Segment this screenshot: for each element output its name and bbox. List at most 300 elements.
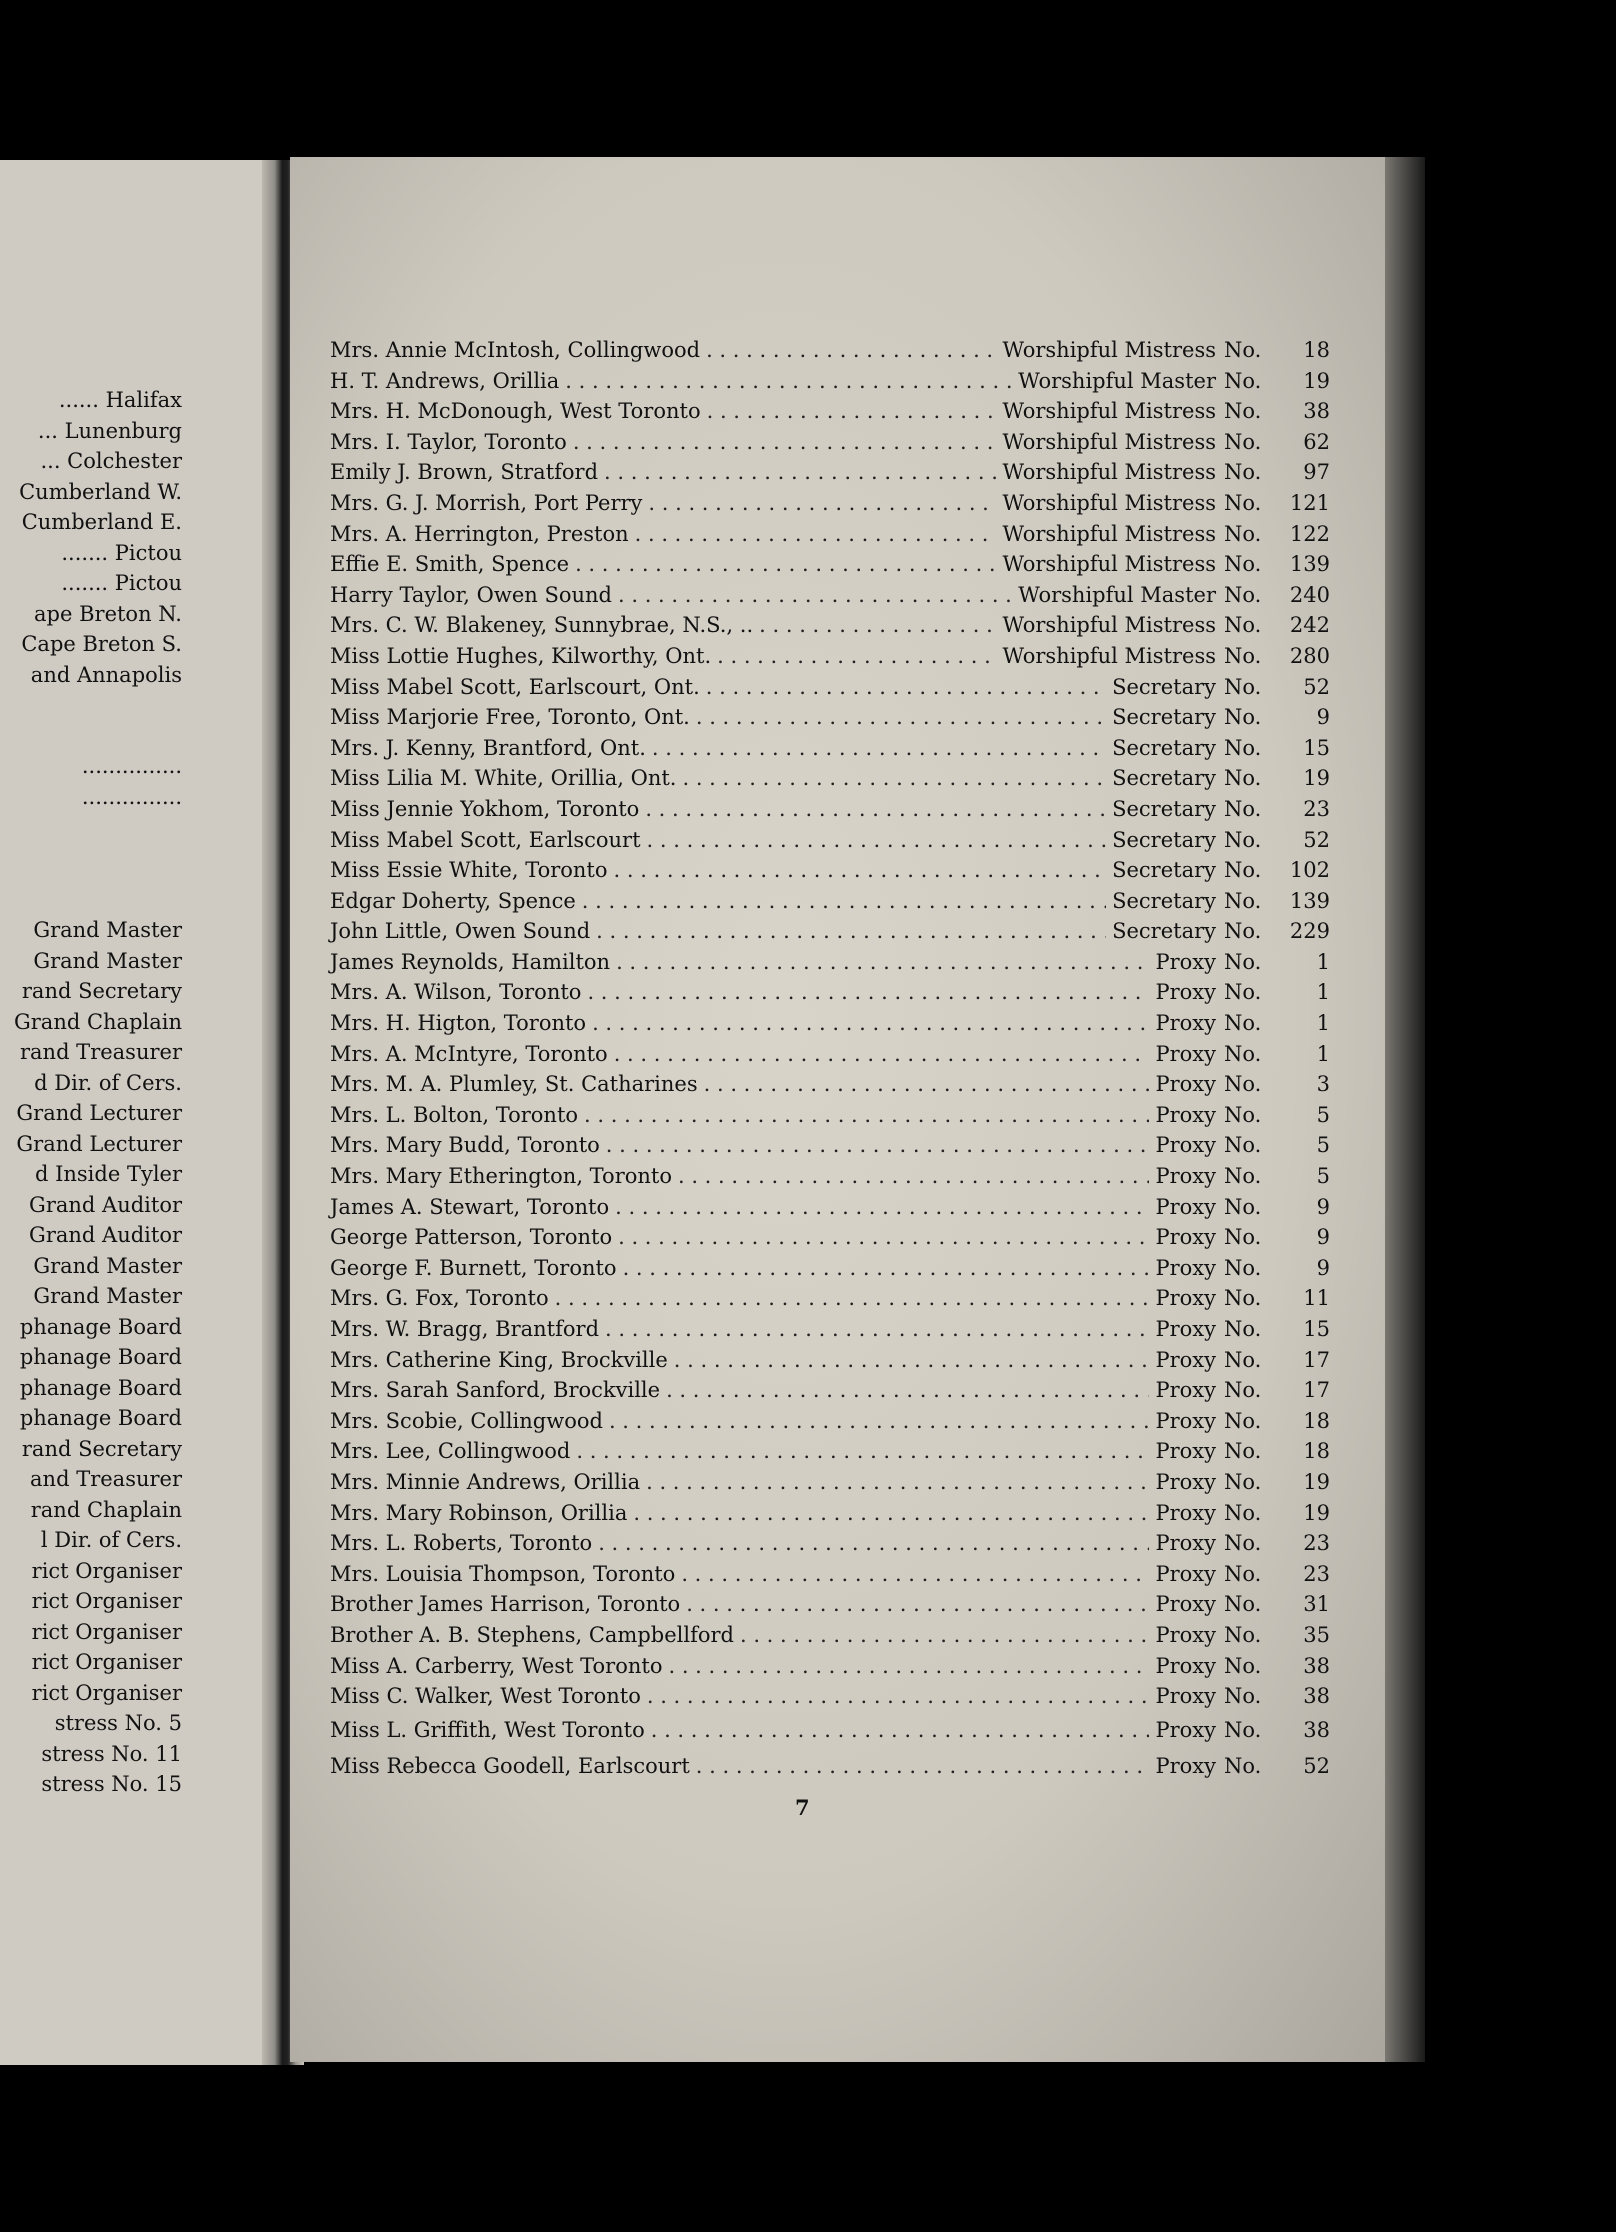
entry-lodge-number: 18 xyxy=(1303,1408,1330,1433)
list-item xyxy=(330,1748,1330,1784)
entry-lodge-number: 9 xyxy=(1316,1255,1330,1280)
left-line: rand Treasurer xyxy=(19,1040,182,1064)
entry-name: Emily J. Brown, Stratford xyxy=(330,460,599,485)
entry-name: Miss Essie White, Toronto xyxy=(330,858,608,883)
leader-dots xyxy=(605,1314,1149,1345)
list-item xyxy=(330,1283,1330,1314)
entry-role: Worshipful Mistress xyxy=(1002,521,1216,546)
left-line: Cumberland E. xyxy=(21,510,182,534)
entry-name: Mrs. Mary Etherington, Toronto xyxy=(330,1164,672,1189)
left-line: d Inside Tyler xyxy=(34,1162,182,1186)
entry-lodge-number: 23 xyxy=(1303,796,1330,821)
entry-lodge-number: 17 xyxy=(1303,1347,1330,1372)
leader-dots xyxy=(614,855,1107,886)
entry-name: Mrs. Mary Robinson, Orillia xyxy=(330,1500,628,1525)
entry-role: Secretary xyxy=(1112,888,1216,913)
entry-name: Miss L. Griffith, West Toronto xyxy=(330,1717,645,1742)
left-line: rand Secretary xyxy=(21,1436,182,1461)
left-line: l Dir. of Cers. xyxy=(40,1528,182,1552)
list-item xyxy=(330,733,1330,764)
list-item xyxy=(330,1069,1330,1100)
entry-name: Mrs. Lee, Collingwood xyxy=(330,1439,571,1464)
entry-name: Mrs. Minnie Andrews, Orillia xyxy=(330,1469,641,1494)
list-item xyxy=(330,1528,1330,1559)
entry-no-label: No. xyxy=(1224,368,1262,393)
entry-lodge-number: 19 xyxy=(1303,368,1330,393)
leader-dots xyxy=(645,794,1106,825)
entry-no-label: No. xyxy=(1224,1717,1262,1742)
entry-no-label: No. xyxy=(1224,1011,1262,1036)
left-line: phanage Board xyxy=(19,1375,182,1400)
entry-role: Secretary xyxy=(1112,766,1216,791)
entry-no-label: No. xyxy=(1224,949,1262,974)
entry-name: George Patterson, Toronto xyxy=(330,1225,613,1250)
list-item xyxy=(330,977,1330,1008)
entry-lodge-number: 18 xyxy=(1303,338,1330,362)
leader-dots xyxy=(682,763,1106,794)
entry-name: Brother A. B. Stephens, Campbellford xyxy=(330,1622,734,1647)
entry-no-label: No. xyxy=(1224,643,1262,668)
entry-no-label: No. xyxy=(1224,1378,1262,1403)
entry-name: Miss Marjorie Free, Toronto, Ont. xyxy=(330,705,690,730)
leader-dots xyxy=(582,886,1106,917)
entry-name: Miss Mabel Scott, Earlscourt, Ont. xyxy=(330,674,700,699)
list-item xyxy=(330,488,1330,519)
entry-no-label: No. xyxy=(1224,1255,1262,1280)
list-item xyxy=(330,641,1330,672)
entry-no-label: No. xyxy=(1224,796,1262,821)
leader-dots xyxy=(706,335,996,366)
entry-lodge-number: 23 xyxy=(1303,1561,1330,1586)
entry-lodge-number: 280 xyxy=(1289,643,1330,668)
entry-no-label: No. xyxy=(1224,1531,1262,1556)
left-line: ...... Halifax xyxy=(58,388,182,412)
entry-no-label: No. xyxy=(1224,888,1262,913)
page-edge-shadow xyxy=(1385,157,1425,2062)
list-item xyxy=(330,1314,1330,1345)
list-item xyxy=(330,947,1330,978)
entry-role: Proxy xyxy=(1155,1286,1216,1311)
right-page xyxy=(290,157,1385,2062)
entry-name: Mrs. Mary Budd, Toronto xyxy=(330,1133,600,1158)
entry-role: Proxy xyxy=(1155,1439,1216,1464)
entry-no-label: No. xyxy=(1224,1469,1262,1494)
entry-no-label: No. xyxy=(1224,1622,1262,1647)
leader-dots xyxy=(623,1253,1150,1284)
leader-dots xyxy=(587,977,1149,1008)
entry-lodge-number: 1 xyxy=(1316,980,1330,1005)
entry-no-label: No. xyxy=(1224,766,1262,791)
list-item xyxy=(330,1589,1330,1620)
entry-lodge-number: 9 xyxy=(1316,1194,1330,1219)
list-item xyxy=(330,549,1330,580)
entry-no-label: No. xyxy=(1224,735,1262,760)
list-item xyxy=(330,1712,1330,1748)
list-item xyxy=(330,1620,1330,1651)
entry-lodge-number: 62 xyxy=(1303,429,1330,454)
entry-name: Mrs. H. McDonough, West Toronto xyxy=(330,399,701,424)
entry-name: Effie E. Smith, Spence xyxy=(330,552,570,577)
list-item xyxy=(330,396,1330,427)
leader-dots xyxy=(598,1528,1149,1559)
entry-lodge-number: 102 xyxy=(1289,858,1330,883)
entry-role: Proxy xyxy=(1155,1684,1216,1709)
left-line: rict Organiser xyxy=(31,1558,182,1583)
entry-role: Proxy xyxy=(1155,1194,1216,1219)
entry-no-label: No. xyxy=(1224,705,1262,730)
entry-no-label: No. xyxy=(1224,429,1262,454)
list-item xyxy=(330,335,1330,366)
entry-name: Harry Taylor, Owen Sound xyxy=(330,582,612,607)
entry-no-label: No. xyxy=(1224,1408,1262,1433)
entry-role: Worshipful Master xyxy=(1018,368,1216,393)
entry-name: Mrs. L. Bolton, Toronto xyxy=(330,1102,579,1127)
entry-no-label: No. xyxy=(1224,582,1262,607)
leader-dots xyxy=(618,1222,1149,1253)
entry-role: Proxy xyxy=(1155,1255,1216,1280)
entry-no-label: No. xyxy=(1224,1194,1262,1219)
entry-role: Proxy xyxy=(1155,1531,1216,1556)
left-line: Grand Lecturer xyxy=(16,1101,182,1125)
entry-role: Worshipful Mistress xyxy=(1002,429,1216,454)
entry-role: Secretary xyxy=(1112,919,1216,944)
entry-name: Mrs. M. A. Plumley, St. Catharines xyxy=(330,1072,698,1097)
entry-lodge-number: 15 xyxy=(1303,735,1330,760)
entry-name: Miss Jennie Yokhom, Toronto xyxy=(330,796,640,821)
entry-role: Secretary xyxy=(1112,705,1216,730)
delegate-list xyxy=(330,335,1330,1784)
entry-name: Miss Lottie Hughes, Kilworthy, Ont. xyxy=(330,643,712,668)
entry-name: James A. Stewart, Toronto xyxy=(330,1194,610,1219)
entry-role: Proxy xyxy=(1155,1753,1216,1778)
left-line: ............... xyxy=(81,754,182,778)
entry-no-label: No. xyxy=(1224,980,1262,1005)
entry-lodge-number: 139 xyxy=(1289,888,1330,913)
entry-no-label: No. xyxy=(1224,1072,1262,1097)
entry-no-label: No. xyxy=(1224,1317,1262,1341)
entry-lodge-number: 242 xyxy=(1289,613,1330,638)
left-line: rict Organiser xyxy=(31,1589,182,1613)
entry-no-label: No. xyxy=(1224,1684,1262,1709)
entry-name: Miss Lilia M. White, Orillia, Ont. xyxy=(330,766,677,791)
entry-no-label: No. xyxy=(1224,1500,1262,1525)
entry-no-label: No. xyxy=(1224,827,1262,852)
entry-lodge-number: 19 xyxy=(1303,766,1330,791)
entry-name: Mrs. A. Herrington, Preston xyxy=(330,521,629,546)
entry-role: Proxy xyxy=(1155,1592,1216,1617)
entry-lodge-number: 38 xyxy=(1303,399,1330,424)
entry-lodge-number: 9 xyxy=(1316,1225,1330,1250)
entry-name: Mrs. Sarah Sanford, Brockville xyxy=(330,1378,661,1403)
entry-role: Proxy xyxy=(1155,1011,1216,1036)
left-line: and Treasurer xyxy=(30,1467,182,1491)
left-line: Grand Master xyxy=(33,1253,182,1278)
entry-role: Proxy xyxy=(1155,1347,1216,1372)
entry-lodge-number: 1 xyxy=(1316,949,1330,974)
list-item xyxy=(330,1253,1330,1284)
entry-lodge-number: 18 xyxy=(1303,1439,1330,1464)
left-line: Grand Auditor xyxy=(29,1223,182,1247)
entry-role: Worshipful Mistress xyxy=(1002,613,1216,638)
entry-lodge-number: 5 xyxy=(1316,1164,1330,1189)
leader-dots xyxy=(648,488,996,519)
list-item xyxy=(330,519,1330,550)
list-item xyxy=(330,1406,1330,1437)
list-item xyxy=(330,1039,1330,1070)
list-item xyxy=(330,1498,1330,1529)
leader-dots xyxy=(651,1712,1150,1748)
entry-no-label: No. xyxy=(1224,1225,1262,1250)
leader-dots xyxy=(696,702,1106,733)
leader-dots xyxy=(573,427,997,458)
leader-dots xyxy=(666,1375,1149,1406)
entry-no-label: No. xyxy=(1224,613,1262,638)
entry-no-label: No. xyxy=(1224,521,1262,546)
entry-role: Worshipful Mistress xyxy=(1002,460,1216,485)
entry-lodge-number: 97 xyxy=(1303,460,1330,485)
list-item xyxy=(330,1222,1330,1253)
leader-dots xyxy=(696,1748,1150,1784)
left-line: rict Organiser xyxy=(31,1650,182,1674)
list-item xyxy=(330,1345,1330,1376)
entry-name: Mrs. Annie McIntosh, Collingwood xyxy=(330,338,701,362)
entry-name: Mrs. Catherine King, Brockville xyxy=(330,1347,668,1372)
list-item xyxy=(330,1651,1330,1682)
page-number: 7 xyxy=(795,1795,810,1820)
leader-dots xyxy=(652,733,1106,764)
left-line: rict Organiser xyxy=(31,1680,182,1705)
left-line: stress No. 11 xyxy=(41,1741,182,1766)
list-item xyxy=(330,1436,1330,1467)
entry-role: Worshipful Mistress xyxy=(1002,490,1216,515)
leader-dots xyxy=(584,1100,1149,1131)
list-item xyxy=(330,886,1330,917)
entry-role: Proxy xyxy=(1155,1164,1216,1189)
leader-dots xyxy=(614,1039,1150,1070)
entry-lodge-number: 52 xyxy=(1303,674,1330,699)
left-line: Grand Master xyxy=(33,1284,182,1308)
entry-lodge-number: 121 xyxy=(1289,490,1330,515)
entry-lodge-number: 52 xyxy=(1303,827,1330,852)
left-line: Cape Breton S. xyxy=(21,632,182,656)
entry-lodge-number: 11 xyxy=(1303,1286,1330,1311)
list-item xyxy=(330,1467,1330,1498)
entry-role: Proxy xyxy=(1155,949,1216,974)
entry-role: Worshipful Mistress xyxy=(1002,338,1216,362)
entry-role: Proxy xyxy=(1155,1717,1216,1742)
list-item xyxy=(330,1161,1330,1192)
entry-name: Mrs. Scobie, Collingwood xyxy=(330,1408,603,1433)
leader-dots xyxy=(674,1345,1150,1376)
entry-no-label: No. xyxy=(1224,1653,1262,1678)
list-item xyxy=(330,610,1330,641)
entry-lodge-number: 19 xyxy=(1303,1469,1330,1494)
entry-no-label: No. xyxy=(1224,919,1262,944)
leader-dots xyxy=(604,457,997,488)
entry-name: Edgar Doherty, Spence xyxy=(330,888,576,913)
leader-dots xyxy=(576,1436,1149,1467)
leader-dots xyxy=(704,1069,1150,1100)
entry-name: Mrs. C. W. Blakeney, Sunnybrae, N.S., .. xyxy=(330,613,754,638)
leader-dots xyxy=(646,1467,1149,1498)
left-line: Grand Auditor xyxy=(29,1192,182,1217)
entry-no-label: No. xyxy=(1224,399,1262,424)
leader-dots xyxy=(616,947,1149,978)
left-line: phanage Board xyxy=(19,1314,182,1339)
leader-dots xyxy=(575,549,996,580)
entry-lodge-number: 23 xyxy=(1303,1531,1330,1556)
left-line: ... Lunenburg xyxy=(37,418,182,443)
list-item xyxy=(330,825,1330,856)
list-item xyxy=(330,1100,1330,1131)
entry-lodge-number: 31 xyxy=(1303,1592,1330,1617)
entry-no-label: No. xyxy=(1224,674,1262,699)
entry-role: Secretary xyxy=(1112,674,1216,699)
entry-lodge-number: 19 xyxy=(1303,1500,1330,1525)
leader-dots xyxy=(615,1192,1149,1223)
entry-name: Miss A. Carberry, West Toronto xyxy=(330,1653,663,1678)
list-item xyxy=(330,1192,1330,1223)
leader-dots xyxy=(555,1283,1150,1314)
list-item xyxy=(330,1681,1330,1712)
leader-dots xyxy=(706,672,1106,703)
list-item xyxy=(330,702,1330,733)
entry-role: Worshipful Mistress xyxy=(1002,399,1216,424)
leader-dots xyxy=(592,1008,1149,1039)
left-page xyxy=(0,160,282,2065)
entry-no-label: No. xyxy=(1224,858,1262,883)
entry-role: Worshipful Mistress xyxy=(1002,552,1216,577)
leader-dots xyxy=(717,641,996,672)
entry-role: Proxy xyxy=(1155,1317,1216,1341)
entry-role: Proxy xyxy=(1155,1561,1216,1586)
entry-role: Proxy xyxy=(1155,1408,1216,1433)
leader-dots xyxy=(678,1161,1149,1192)
entry-lodge-number: 122 xyxy=(1289,521,1330,546)
entry-role: Secretary xyxy=(1112,796,1216,821)
entry-role: Proxy xyxy=(1155,1072,1216,1097)
list-item xyxy=(330,763,1330,794)
left-line: ............... xyxy=(81,784,182,809)
leader-dots xyxy=(740,1620,1150,1651)
leader-dots xyxy=(681,1559,1149,1590)
entry-role: Worshipful Master xyxy=(1018,582,1216,607)
entry-no-label: No. xyxy=(1224,1439,1262,1464)
entry-name: George F. Burnett, Toronto xyxy=(330,1255,617,1280)
entry-lodge-number: 1 xyxy=(1316,1041,1330,1066)
leader-dots xyxy=(565,366,1012,397)
entry-name: Miss Rebecca Goodell, Earlscourt xyxy=(330,1753,690,1778)
entry-lodge-number: 1 xyxy=(1316,1011,1330,1036)
list-item xyxy=(330,457,1330,488)
entry-role: Proxy xyxy=(1155,980,1216,1005)
left-line: ... Colchester xyxy=(40,449,182,473)
entry-role: Proxy xyxy=(1155,1469,1216,1494)
entry-name: Mrs. H. Higton, Toronto xyxy=(330,1011,587,1036)
entry-no-label: No. xyxy=(1224,460,1262,485)
entry-lodge-number: 5 xyxy=(1316,1102,1330,1127)
entry-lodge-number: 38 xyxy=(1303,1684,1330,1709)
entry-lodge-number: 15 xyxy=(1303,1317,1330,1341)
left-line: Grand Chaplain xyxy=(13,1009,182,1034)
left-line: Cumberland W. xyxy=(19,479,182,504)
entry-no-label: No. xyxy=(1224,1753,1262,1778)
list-item xyxy=(330,855,1330,886)
entry-lodge-number: 3 xyxy=(1316,1072,1330,1097)
entry-no-label: No. xyxy=(1224,1347,1262,1372)
entry-name: Miss C. Walker, West Toronto xyxy=(330,1684,641,1709)
entry-role: Proxy xyxy=(1155,1225,1216,1250)
leader-dots xyxy=(647,825,1107,856)
entry-lodge-number: 38 xyxy=(1303,1653,1330,1678)
leader-dots xyxy=(609,1406,1150,1437)
list-item xyxy=(330,580,1330,611)
entry-no-label: No. xyxy=(1224,1041,1262,1066)
leader-dots xyxy=(707,396,997,427)
entry-name: Mrs. L. Roberts, Toronto xyxy=(330,1531,593,1556)
entry-no-label: No. xyxy=(1224,1561,1262,1586)
entry-role: Secretary xyxy=(1112,827,1216,852)
left-line: Grand Master xyxy=(33,918,182,942)
entry-lodge-number: 5 xyxy=(1316,1133,1330,1158)
entry-role: Proxy xyxy=(1155,1041,1216,1066)
entry-role: Worshipful Mistress xyxy=(1002,643,1216,668)
entry-name: H. T. Andrews, Orillia xyxy=(330,368,560,393)
entry-name: James Reynolds, Hamilton xyxy=(330,949,611,974)
left-line: phanage Board xyxy=(19,1345,182,1369)
entry-role: Secretary xyxy=(1112,858,1216,883)
entry-lodge-number: 9 xyxy=(1316,705,1330,730)
entry-no-label: No. xyxy=(1224,490,1262,515)
leader-dots xyxy=(618,580,1012,611)
entry-name: Mrs. I. Taylor, Toronto xyxy=(330,429,567,454)
entry-lodge-number: 240 xyxy=(1289,582,1330,607)
left-line: Grand Master xyxy=(33,948,182,973)
entry-name: Miss Mabel Scott, Earlscourt xyxy=(330,827,641,852)
entry-lodge-number: 35 xyxy=(1303,1622,1330,1647)
leader-dots xyxy=(686,1589,1149,1620)
entry-lodge-number: 139 xyxy=(1289,552,1330,577)
leader-dots xyxy=(596,916,1106,947)
left-line: rand Chaplain xyxy=(30,1497,182,1522)
entry-no-label: No. xyxy=(1224,1164,1262,1189)
entry-lodge-number: 52 xyxy=(1303,1753,1330,1778)
entry-name: Mrs. W. Bragg, Brantford xyxy=(330,1317,600,1341)
entry-no-label: No. xyxy=(1224,338,1262,362)
entry-role: Proxy xyxy=(1155,1378,1216,1403)
list-item xyxy=(330,427,1330,458)
list-item xyxy=(330,1375,1330,1406)
entry-name: Mrs. A. McIntyre, Toronto xyxy=(330,1041,608,1066)
left-line: stress No. 15 xyxy=(41,1772,182,1796)
leader-dots xyxy=(668,1651,1149,1682)
entry-name: John Little, Owen Sound xyxy=(330,919,591,944)
entry-lodge-number: 17 xyxy=(1303,1378,1330,1403)
leader-dots xyxy=(606,1130,1150,1161)
left-page-fragments xyxy=(14,385,182,1800)
list-item xyxy=(330,916,1330,947)
entry-no-label: No. xyxy=(1224,1286,1262,1311)
left-line: rict Organiser xyxy=(31,1619,182,1644)
entry-no-label: No. xyxy=(1224,1592,1262,1617)
leader-dots xyxy=(635,519,997,550)
leader-dots xyxy=(759,610,996,641)
list-item xyxy=(330,672,1330,703)
entry-no-label: No. xyxy=(1224,552,1262,577)
leader-dots xyxy=(647,1681,1150,1712)
entry-lodge-number: 38 xyxy=(1303,1717,1330,1742)
left-line: ....... Pictou xyxy=(61,571,182,595)
